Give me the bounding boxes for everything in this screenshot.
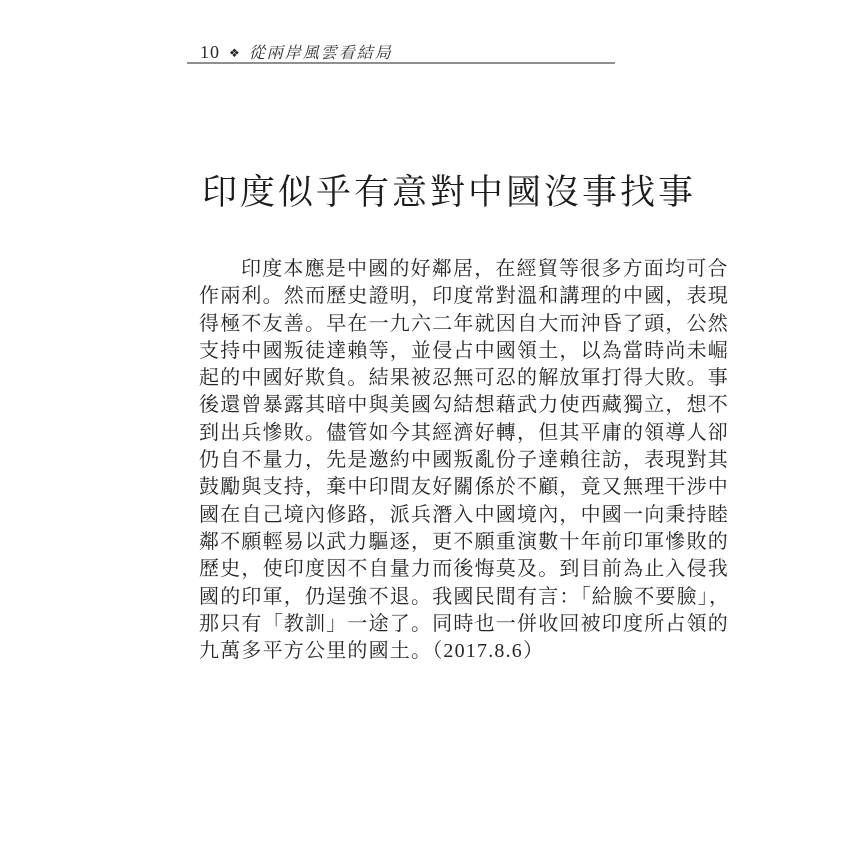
body-line: 仍自不量力，先是邀約中國叛亂份子達賴往訪，表現對其	[199, 449, 729, 472]
article-body	[199, 256, 731, 665]
body-line: 起的中國好欺負。結果被忍無可忍的解放軍打得大敗。事	[199, 367, 729, 390]
body-line: 國在自己境內修路，派兵潛入中國境內，中國一向秉持睦	[199, 503, 729, 526]
body-line: 得極不友善。早在一九六二年就因自大而沖昏了頭，公然	[199, 312, 729, 335]
body-line: 鄰不願輕易以武力驅逐，更不願重演數十年前印軍慘敗的	[199, 530, 729, 553]
diamond-ornament-icon: ❖	[229, 46, 240, 60]
page-number: 10	[200, 42, 220, 62]
body-line: 作兩利。然而歷史證明，印度常對溫和講理的中國，表現	[199, 285, 729, 308]
running-title: 從兩岸風雲看結局	[248, 45, 393, 62]
body-line: 九萬多平方公里的國土。（2017.8.6）	[199, 640, 545, 663]
header-rule	[187, 62, 615, 64]
running-header	[200, 40, 393, 63]
body-line: 印度本應是中國的好鄰居，在經貿等很多方面均可合	[241, 258, 729, 280]
body-line: 那只有「教訓」一途了。同時也一併收回被印度所占領的	[199, 612, 729, 635]
body-line: 到出兵慘敗。儘管如今其經濟好轉，但其平庸的領導人卻	[199, 421, 729, 444]
body-line: 國的印軍，仍逞強不退。我國民間有言：「給臉不要臉」，	[199, 585, 731, 608]
body-line: 後還曾暴露其暗中與美國勾結想藉武力使西藏獨立，想不	[199, 394, 729, 417]
body-line: 支持中國叛徒達賴等，並侵占中國領土，以為當時尚未崛	[199, 339, 729, 362]
body-line: 鼓勵與支持，棄中印間友好關係於不顧，竟又無理干涉中	[199, 476, 729, 499]
chapter-title: 印度似乎有意對中國沒事找事	[202, 173, 697, 213]
body-line: 歷史，使印度因不自量力而後悔莫及。到目前為止入侵我	[199, 558, 729, 581]
